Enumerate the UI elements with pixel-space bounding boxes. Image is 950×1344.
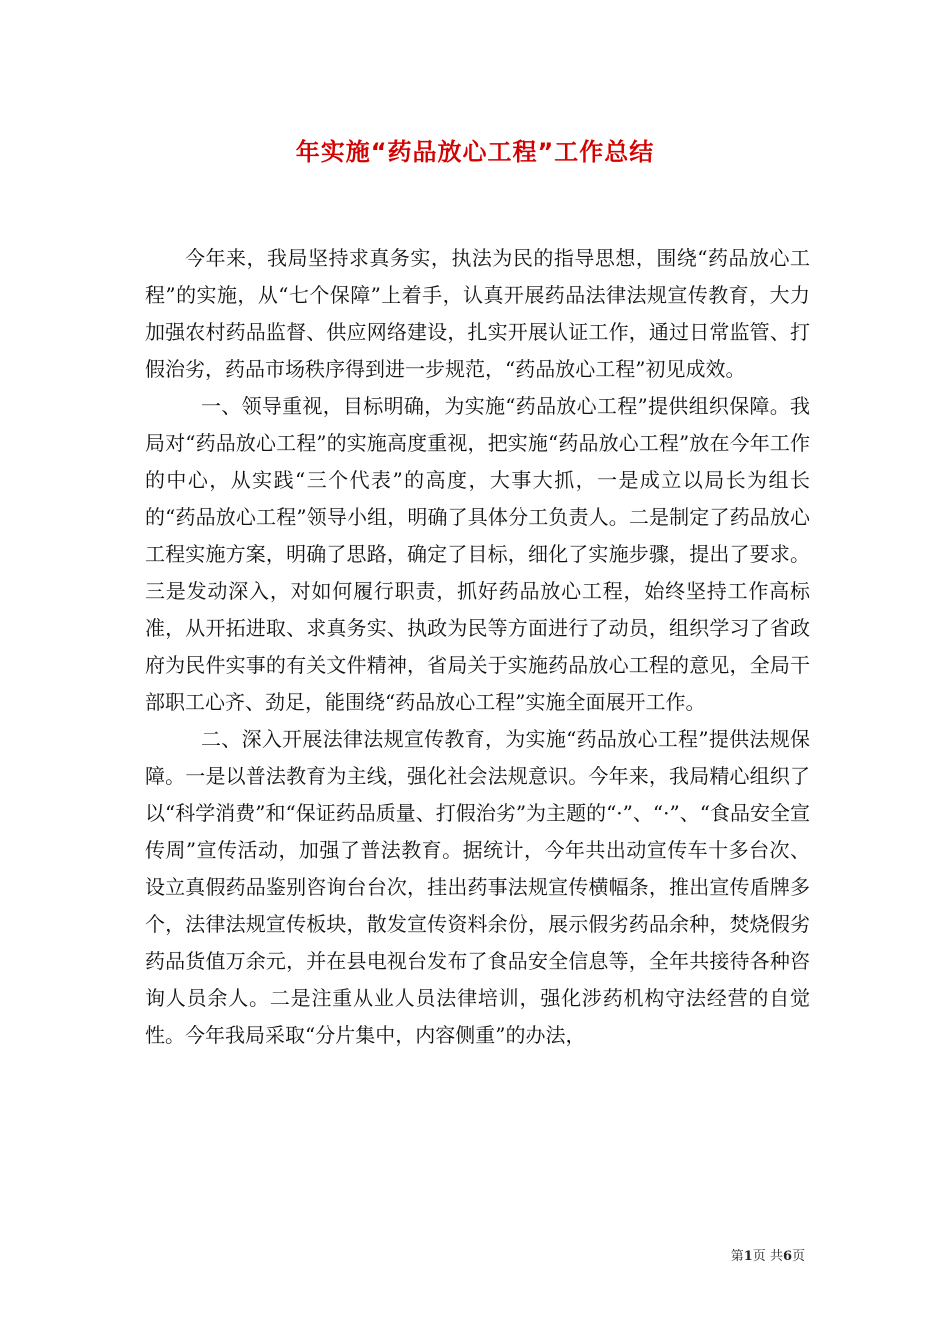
footer-middle: 页 共 — [752, 1249, 783, 1264]
footer-prefix: 第 — [730, 1249, 744, 1264]
footer-current-page: 1 — [743, 1249, 753, 1264]
footer-suffix: 页 — [791, 1249, 805, 1264]
footer-total-pages: 6 — [782, 1249, 792, 1264]
document-body — [145, 240, 810, 1054]
document-title: 年实施“药品放心工程”工作总结 — [295, 138, 655, 166]
paragraph-section-one: 一、领导重视，目标明确，为实施“药品放心工程”提供组织保障。我局对“药品放心工程”的实施高度重视，把实施“药品放心工程”放在今年工作的中心，从实践“三个代表”的高度，大事大抓，一是成立以局长为组长的“药品放心工程”领导小组，明确了具体分工负责人。二是制定了药品放心工程实施方案，明确了思路，确定了目标，细化了实施步骤，提出了要求。三是发动深入，对如何履行职责，抓好药品放心工程，始终坚持工作高标准，从开拓进取、求真务实、执政为民等方面进行了动员，组织学习了省政府为民件实事的有关文件精神，省局关于实施药品放心工程的意见，全局干部职工心齐、劲足，能围绕“药品放心工程”实施全面展开工作。 — [145, 394, 810, 714]
paragraph-intro: 今年来，我局坚持求真务实，执法为民的指导思想，围绕“药品放心工程”的实施，从“七个保障”上着手，认真开展药品法律法规宣传教育，大力加强农村药品监督、供应网络建设，扎实开展认证工作，通过日常监管、打假治劣，药品市场秩序得到进一步规范，“药品放心工程”初见成效。 — [145, 246, 810, 381]
page-number-footer — [731, 1245, 805, 1264]
paragraph-section-two: 二、深入开展法律法规宣传教育，为实施“药品放心工程”提供法规保障。一是以普法教育为主线，强化社会法规意识。今年来，我局精心组织了以“科学消费”和“保证药品质量、打假治劣”为主题的“·”、“·”、“食品安全宣传周”宣传活动，加强了普法教育。据统计，今年共出动宣传车十多台次、设立真假药品鉴别咨询台台次，挂出药事法规宣传横幅条，推出宣传盾牌多个，法律法规宣传板块，散发宣传资料余份，展示假劣药品余种，焚烧假劣药品货值万余元，并在县电视台发布了食品安全信息等，全年共接待各种咨询人员余人。二是注重从业人员法律培训，强化涉药机构守法经营的自觉性。今年我局采取“分片集中，内容侧重”的办法， — [145, 727, 810, 1047]
